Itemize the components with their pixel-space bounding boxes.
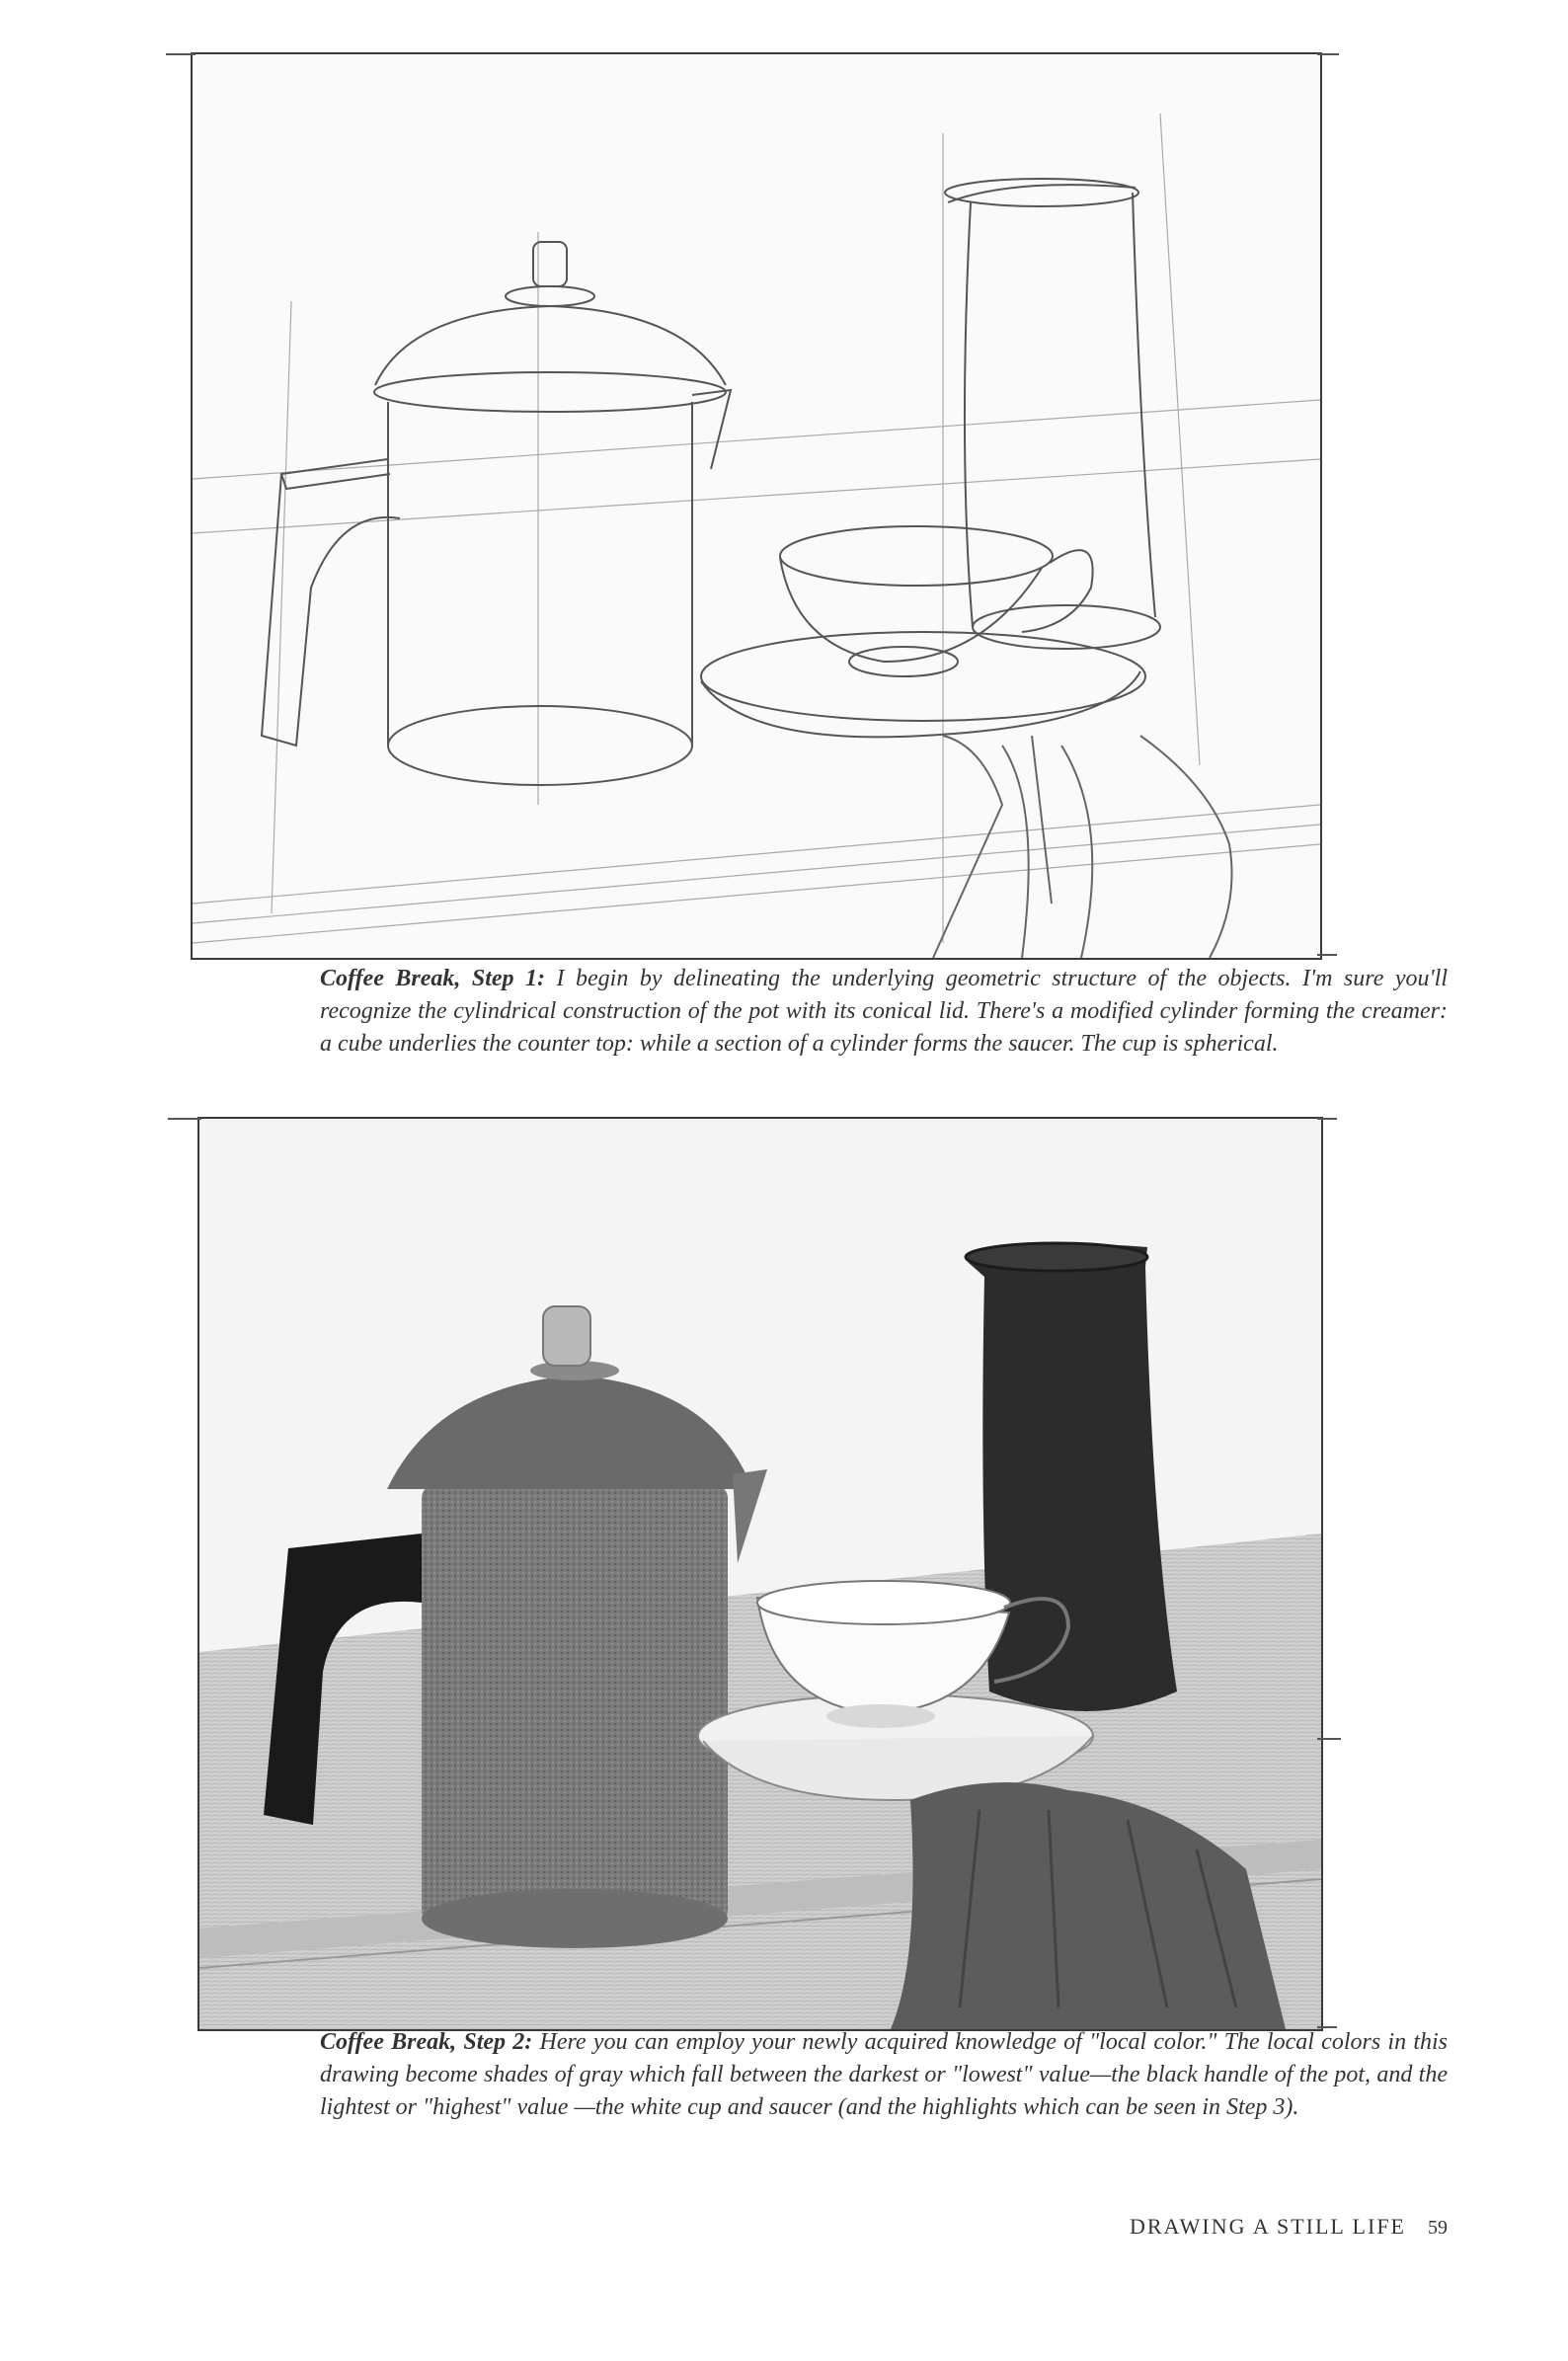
running-head: DRAWING A STILL LIFE: [1129, 2214, 1406, 2239]
page-footer: [1130, 2214, 1448, 2240]
cup-saucer-sketch: [701, 526, 1145, 737]
caption-step1-lead: Coffee Break, Step 1:: [320, 966, 546, 991]
figure-step1-sketch: [191, 52, 1322, 960]
caption-step1-text: I begin by delineating the underlying geometric structure of the objects. I'm sure you'll recognize the cylindrical construction of the pot with its conical lid. There's a modified cylinder forming the creamer: a cube underlies the counter top: while a section of a cylinder forms the saucer. The cup is spherical.: [320, 966, 1448, 1057]
crop-mark: [1317, 53, 1339, 55]
caption-step2-lead: Coffee Break, Step 2:: [320, 2029, 533, 2055]
caption-step1: [320, 963, 1448, 1061]
figure-step2-tonal: [197, 1117, 1323, 2031]
crop-mark: [168, 1118, 201, 1120]
crop-mark: [166, 53, 196, 55]
crop-mark: [1317, 954, 1337, 956]
caption-step2: [320, 2026, 1448, 2124]
step1-line-drawing: [193, 54, 1320, 958]
cloth-sketch: [933, 736, 1232, 958]
crop-mark: [1317, 1118, 1337, 1120]
page-number: 59: [1428, 2217, 1448, 2239]
crop-mark: [1317, 1738, 1341, 1740]
step2-tonal-drawing: [199, 1119, 1321, 2029]
caption-step2-text: Here you can employ your newly acquired knowledge of "local color." The local colors in this drawing become shades of gray which fall between the darkest or "lowest" value—the black handle of the pot, and the lightest or "highest" value —the white cup and saucer (and the highlights which can be seen in Step 3).: [320, 2029, 1448, 2120]
